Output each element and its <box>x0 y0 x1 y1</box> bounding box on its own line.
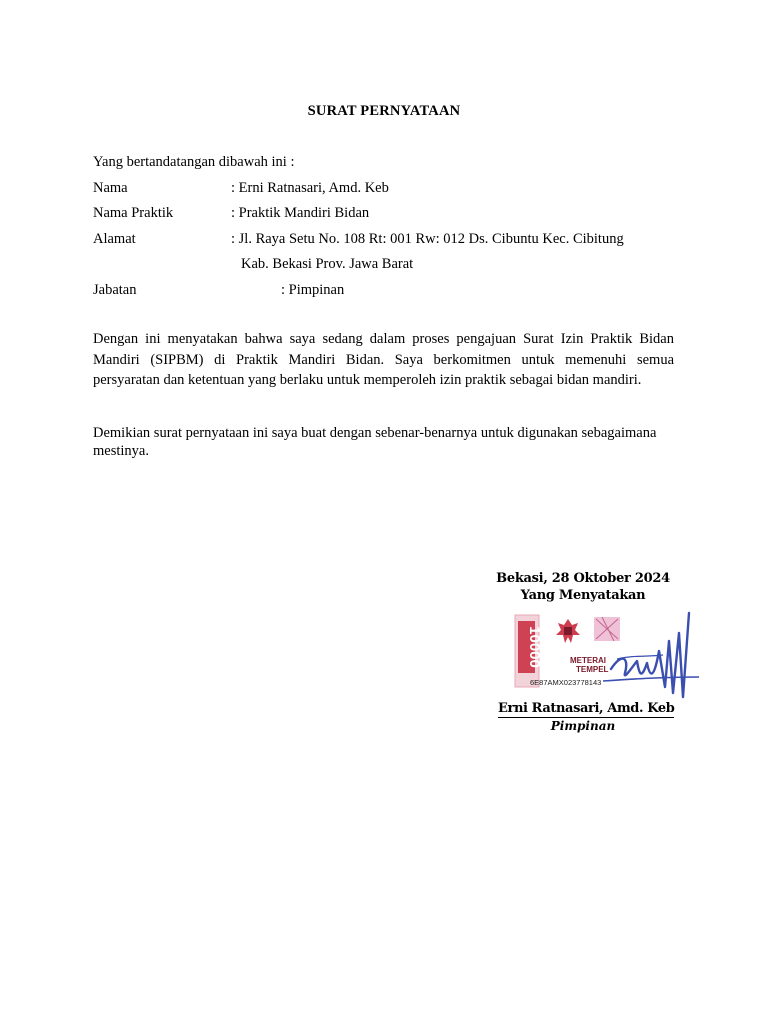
field-value-continuation: Kab. Bekasi Prov. Jawa Barat <box>241 256 414 272</box>
stamp-label-2: TEMPEL <box>576 665 609 674</box>
place-date: Bekasi, 28 Oktober 2024 <box>496 571 670 586</box>
field-label: Alamat <box>93 231 136 247</box>
field-value: : Erni Ratnasari, Amd. Keb <box>231 180 389 196</box>
stamp-value: 10000 <box>526 626 543 668</box>
field-label: Jabatan <box>93 282 137 298</box>
field-label: Nama Praktik <box>93 205 174 221</box>
signature-block <box>488 566 708 746</box>
statement-paragraph: Dengan ini menyatakan bahwa saya sedang dalam proses pengajuan Surat Izin Praktik Bidan Mandiri (SIPBM) di Praktik Mandiri Bidan. Saya berkomitmen untuk memenuhi semua persyaratan dan ketentuan yang berlaku untuk memperoleh izin praktik sebagai bidan mandiri. <box>93 331 674 388</box>
signer-role-heading: Yang Menyatakan <box>520 588 646 603</box>
document-title: SURAT PERNYATAAN <box>307 103 461 119</box>
field-label: Nama <box>93 180 128 196</box>
field-value: : Praktik Mandiri Bidan <box>231 205 370 221</box>
stamp-serial: 6E87AMX023778143 <box>530 678 602 687</box>
handwritten-signature-icon <box>603 611 703 706</box>
signer-position: Pimpinan <box>550 719 616 733</box>
signer-name: Erni Ratnasari, Amd. Keb <box>498 701 675 716</box>
field-value: : Jl. Raya Setu No. 108 Rt: 001 Rw: 012 Ds. Cibuntu Kec. Cibitung <box>231 231 624 247</box>
field-value: : Pimpinan <box>281 282 345 298</box>
stamp-label-1: METERAI <box>570 656 606 665</box>
intro-text: Yang bertandatangan dibawah ini : <box>93 154 295 170</box>
closing-paragraph: Demikian surat pernyataan ini saya buat dengan sebenar-benarnya untuk digunakan sebagaimana mestinya. <box>93 425 657 459</box>
